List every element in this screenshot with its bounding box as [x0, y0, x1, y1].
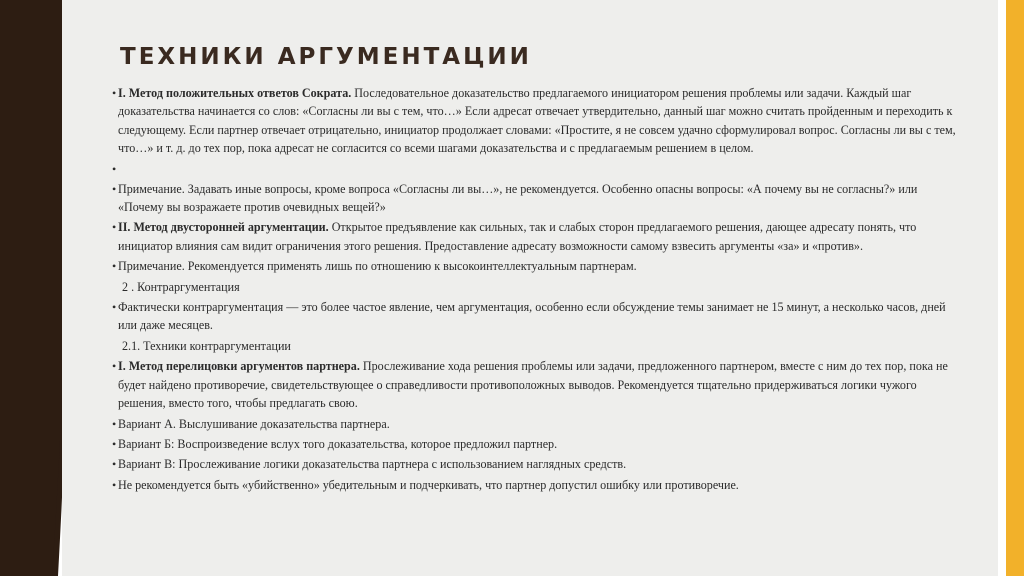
paragraph-text: Прослеживание хода решения проблемы или задачи, предложенного партнером, вместе с ним до тех пор, пока не будет найдено противоречие, свидетельствующее о справедливости противоположных выводов. Рекомендуется тщательно придерживаться логики чужого решения, вместо того, чтобы предлагать свою.: [118, 359, 948, 411]
bullet-paragraph: [112, 455, 962, 473]
paragraph-text: 2 . Контраргументация: [122, 279, 240, 294]
bullet-paragraph: [112, 278, 962, 296]
bullet-icon: •: [112, 457, 117, 472]
bullet-icon: •: [112, 477, 117, 492]
bullet-paragraph: [112, 84, 962, 158]
paragraph-text: Открытое предъявление как сильных, так и слабых сторон предлагаемого решения, дающее адресату понять, что инициатор влияния сам видит ограничения этого решения. Предоставление адресату возможности самому взвесить аргументы «за» и «против».: [118, 220, 917, 253]
paragraph-text: Вариант В: Прослеживание логики доказательства партнера с использованием наглядных средств.: [118, 457, 627, 472]
bullet-icon: •: [112, 359, 117, 374]
paragraph-heading: II. Метод двусторонней аргументации.: [118, 220, 329, 235]
bullet-paragraph: [112, 415, 962, 433]
slide-title: ТЕХНИКИ АРГУМЕНТАЦИИ: [120, 44, 532, 70]
bullet-paragraph: [112, 218, 962, 255]
bullet-icon: •: [112, 181, 117, 196]
bullet-icon: •: [112, 86, 117, 100]
bullet-icon: •: [112, 259, 117, 274]
bullet-paragraph: [112, 476, 962, 494]
paragraph-text: 2.1. Техники контраргументации: [122, 338, 291, 353]
paragraph-text: Вариант Б: Воспроизведение вслух того доказательства, которое предложил партнер.: [118, 436, 558, 451]
bullet-paragraph: [112, 257, 962, 275]
slide-body: [112, 84, 962, 496]
bullet-icon: •: [112, 220, 117, 235]
paragraph-text: Примечание. Рекомендуется применять лишь по отношению к высокоинтеллектуальным партнерам.: [118, 259, 637, 274]
right-white-stripe: [998, 0, 1006, 576]
paragraph-text: Фактически контраргументация — это более частое явление, чем аргументация, особенно если обсуждение темы занимает не 15 минут, а несколько часов, дней или даже месяцев.: [118, 300, 946, 333]
paragraph-heading: I. Метод положительных ответов Сократа.: [118, 86, 352, 100]
bullet-paragraph: [112, 160, 962, 178]
paragraph-text: Не рекомендуется быть «убийственно» убедительным и подчеркивать, что партнер допустил ошибку или противоречие.: [118, 477, 739, 492]
paragraph-text: Последовательное доказательство предлагаемого инициатором решения проблемы или задачи. Каждый шаг доказательства начинается со слов: «Согласны ли вы с тем, что…» Если адресат отвечает утвердительно, данный шаг можно считать пройденным и переходить к следующему. Если партнер отвечает отрицательно, инициатор продолжает словами: «Простите, я не совсем удачно сформулировал вопрос. Согласны ли вы с тем, что…» и т. д. до тех пор, пока адресат не согласится со всеми шагами доказательства и с предлагаемым решением в целом.: [118, 86, 956, 156]
bullet-paragraph: [112, 435, 962, 453]
bullet-icon: •: [112, 416, 117, 431]
bullet-paragraph: [112, 357, 962, 412]
right-accent-stripe: [1006, 0, 1024, 576]
paragraph-text: Примечание. Задавать иные вопросы, кроме вопроса «Согласны ли вы…», не рекомендуется. Особенно опасны вопросы: «А почему вы не согласны?» или «Почему вы возражаете против очевидных вещей?»: [118, 181, 918, 215]
bullet-icon: •: [112, 436, 117, 451]
bullet-paragraph: [112, 180, 962, 217]
paragraph-heading: I. Метод перелицовки аргументов партнера.: [118, 359, 360, 374]
bullet-icon: •: [112, 300, 117, 315]
paragraph-text: Вариант А. Выслушивание доказательства партнера.: [118, 416, 390, 431]
bullet-paragraph: [112, 337, 962, 355]
bullet-icon: •: [112, 161, 117, 176]
bullet-paragraph: [112, 298, 962, 335]
